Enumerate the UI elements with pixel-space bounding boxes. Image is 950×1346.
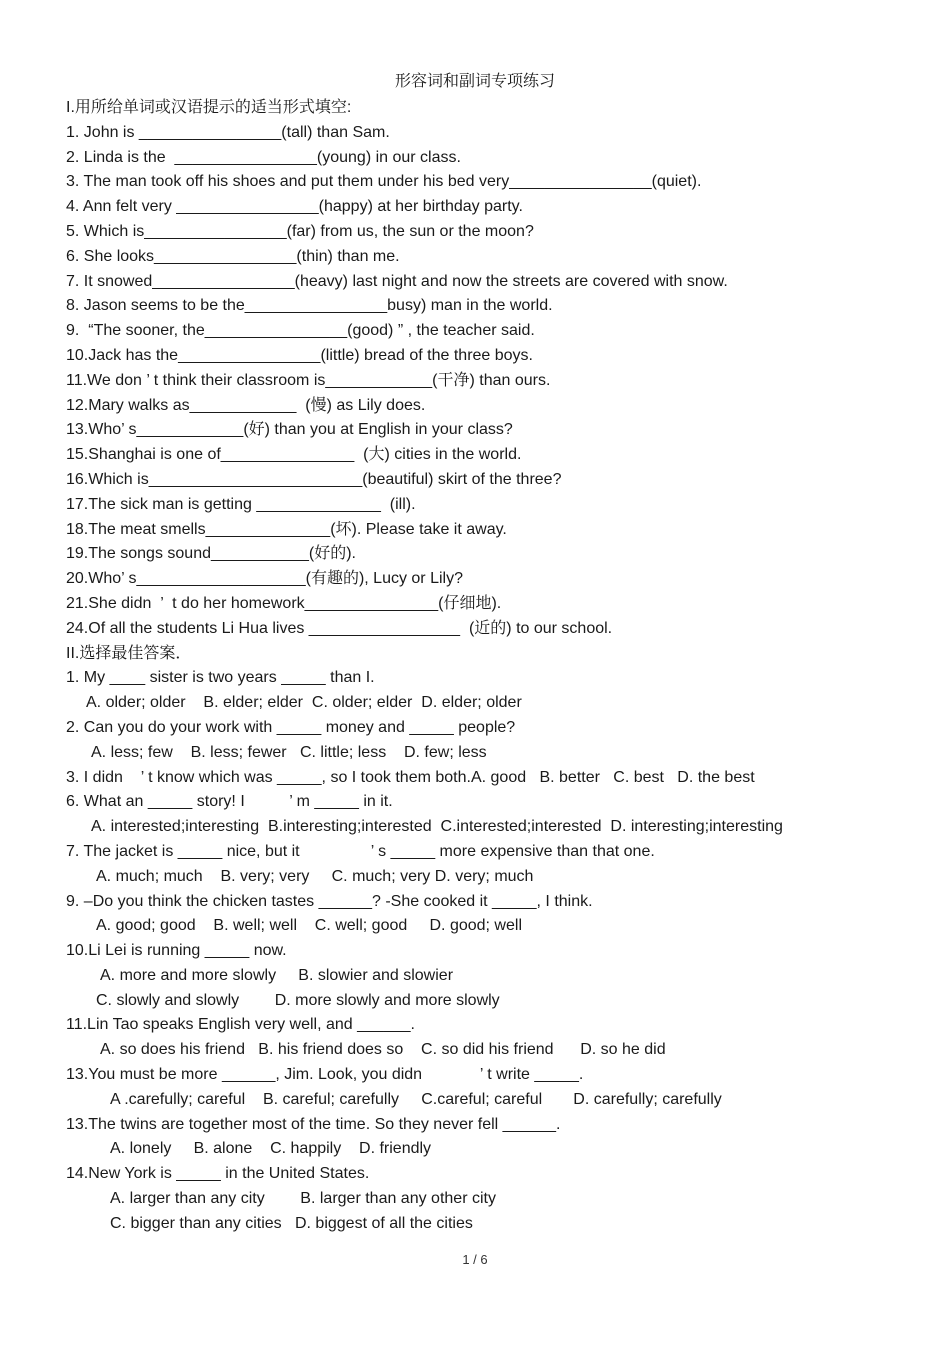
fill-blank-question: 2. Linda is the ________________(young) in our class.: [66, 148, 461, 166]
fill-blank-question: 1. John is ________________(tall) than Sam.: [66, 123, 390, 141]
choice-question: 1. My ____ sister is two years _____ than I.: [66, 669, 375, 687]
fill-blank-question: 6. She looks________________(thin) than me.: [66, 247, 400, 265]
section-2-heading: II.选择最佳答案．: [66, 644, 192, 662]
choice-question: 3. I didn ’ t know which was _____, so I took them both.A. good B. better C. best D. the best: [66, 768, 755, 786]
fill-blank-question: 19.The songs sound___________(好的).: [66, 545, 356, 563]
fill-blank-question: 11.We don ’ t think their classroom is____________(干净) than ours.: [66, 371, 551, 389]
fill-blank-question: 17.The sick man is getting ______________ (ill).: [66, 495, 416, 513]
choice-question: 13.The twins are together most of the time. So they never fell ______.: [66, 1115, 561, 1133]
choice-question: 10.Li Lei is running _____ now.: [66, 942, 287, 960]
choice-question: 6. What an _____ story! I ’ m _____ in it.: [66, 793, 393, 811]
choice-question: 2. Can you do your work with _____ money and _____ people?: [66, 718, 516, 736]
answer-options: A. good; good B. well; well C. well; good D. good; well: [96, 917, 522, 935]
fill-blank-question: 18.The meat smells______________(坏). Please take it away.: [66, 520, 507, 538]
answer-options: C. bigger than any cities D. biggest of all the cities: [110, 1214, 473, 1232]
section-2-items: [66, 666, 926, 1236]
fill-blank-question: 10.Jack has the________________(little) bread of the three boys.: [66, 346, 533, 364]
fill-blank-question: 15.Shanghai is one of_______________ (大) cities in the world.: [66, 446, 522, 464]
fill-blank-question: 5. Which is________________(far) from us, the sun or the moon?: [66, 222, 534, 240]
choice-question: 14.New York is _____ in the United States.: [66, 1165, 370, 1183]
answer-options: A. larger than any city B. larger than any other city: [110, 1190, 496, 1208]
fill-blank-question: 12.Mary walks as____________ (慢) as Lily does.: [66, 396, 426, 414]
fill-blank-question: 16.Which is________________________(beautiful) skirt of the three?: [66, 470, 562, 488]
fill-blank-question: 24.Of all the students Li Hua lives _________________ (近的) to our school.: [66, 619, 613, 637]
answer-options: A. much; much B. very; very C. much; very D. very; much: [96, 867, 534, 885]
answer-options: A .carefully; careful B. careful; carefully C.careful; careful D. carefully; carefully: [110, 1090, 722, 1108]
choice-question: 13.You must be more ______, Jim. Look, you didn ’ t write _____.: [66, 1066, 584, 1084]
fill-blank-question: 8. Jason seems to be the________________busy) man in the world.: [66, 297, 553, 315]
fill-blank-question: 9. “The sooner, the________________(good) ” , the teacher said.: [66, 322, 535, 340]
section-1-items: [66, 121, 926, 642]
choice-question: 11.Lin Tao speaks English very well, and ______.: [66, 1016, 415, 1034]
fill-blank-question: 4. Ann felt very ________________(happy) at her birthday party.: [66, 198, 523, 216]
answer-options: C. slowly and slowly D. more slowly and more slowly: [96, 991, 500, 1009]
answer-options: A. lonely B. alone C. happily D. friendly: [110, 1140, 432, 1158]
answer-options: A. less; few B. less; fewer C. little; less D. few; less: [91, 743, 487, 761]
page-number: 1 / 6: [462, 1252, 488, 1267]
choice-question: 7. The jacket is _____ nice, but it ’ s _____ more expensive than that one.: [66, 842, 655, 860]
section-1-heading: I.用所给单词或汉语提示的适当形式填空:: [66, 99, 352, 116]
choice-question: 9. –Do you think the chicken tastes ______? -She cooked it _____, I think.: [66, 892, 593, 910]
answer-options: A. interested;interesting B.interesting;interested C.interested;interested D. interesting;interesting: [91, 818, 783, 836]
fill-blank-question: 21.She didn ’ t do her homework_______________(仔细地).: [66, 594, 502, 612]
fill-blank-question: 13.Who’ s____________(好) than you at English in your class?: [66, 421, 513, 439]
fill-blank-question: 20.Who’ s___________________(有趣的), Lucy or Lily?: [66, 570, 463, 588]
fill-blank-question: 3. The man took off his shoes and put them under his bed very________________(quiet).: [66, 173, 702, 191]
answer-options: A. older; older B. elder; elder C. older; elder D. elder; older: [86, 694, 522, 712]
answer-options: A. more and more slowly B. slowier and slowier: [100, 966, 454, 984]
page-title: 形容词和副词专项练习: [394, 73, 555, 90]
answer-options: A. so does his friend B. his friend does so C. so did his friend D. so he did: [100, 1041, 666, 1059]
exercise-body: [66, 96, 926, 1237]
fill-blank-question: 7. It snowed________________(heavy) last night and now the streets are covered with snow.: [66, 272, 728, 290]
